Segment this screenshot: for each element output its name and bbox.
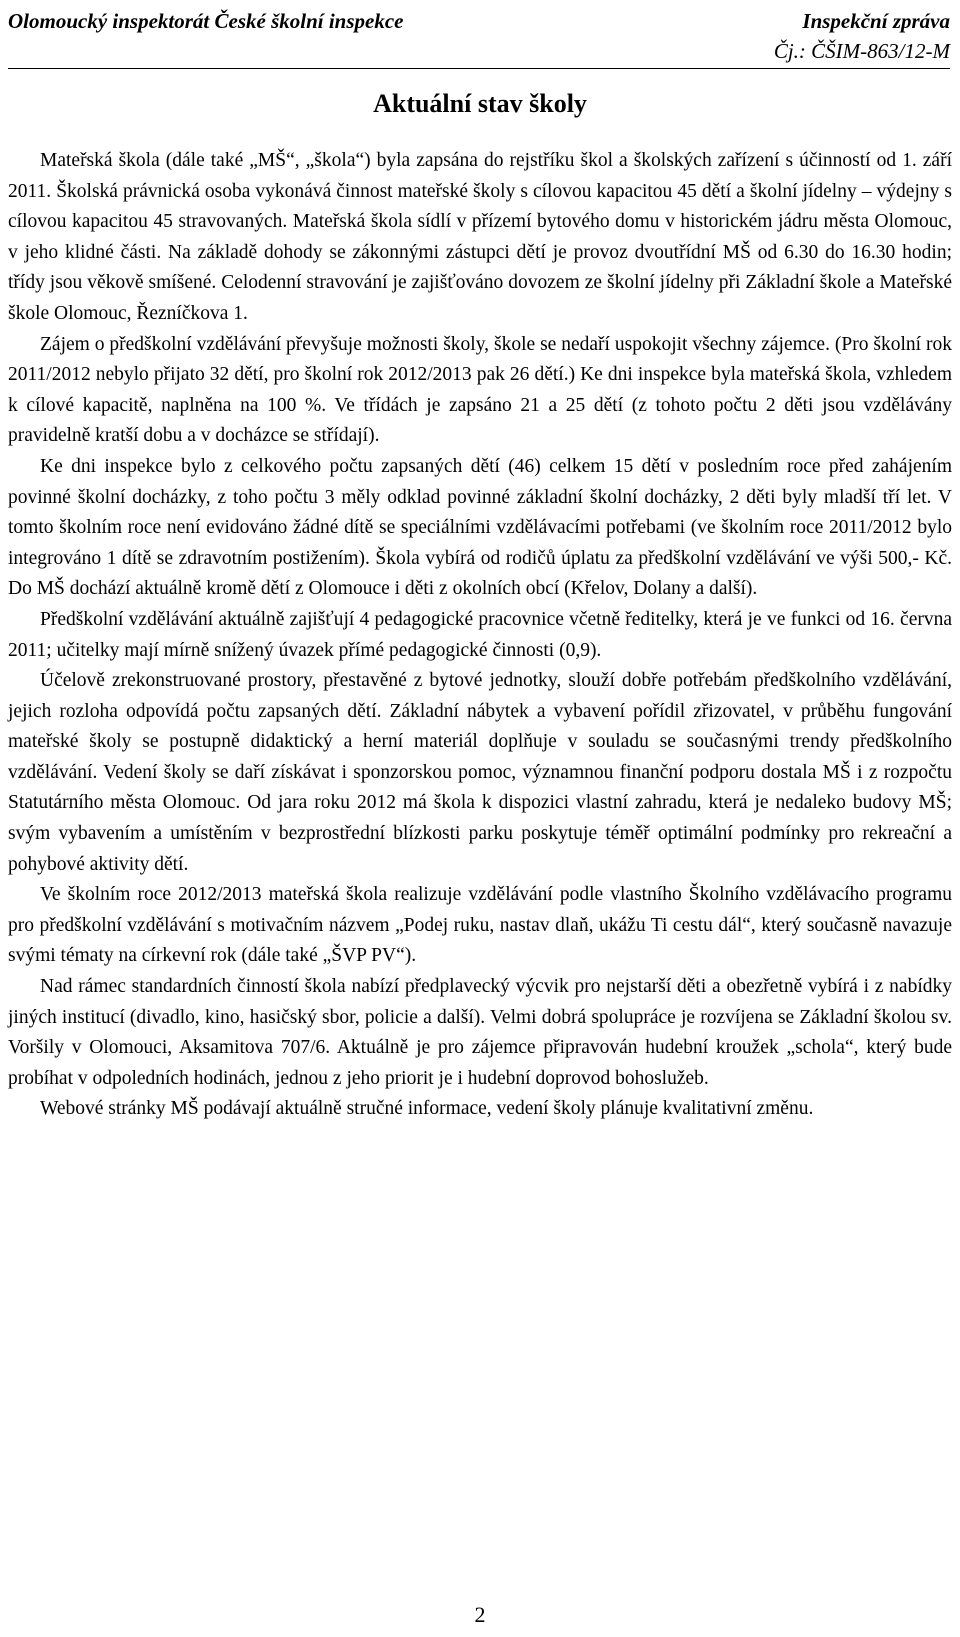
paragraph: Ke dni inspekce bylo z celkového počtu zapsaných dětí (46) celkem 15 dětí v posledním roce před zahájením povinné školní docházky, z toho počtu 3 měly odklad povinné základní školní docházky, 2 děti byly mladší tří let. V tomto školním roce není evidováno žádné dítě se speciálními vzdělávacími potřebami (ve školním roce 2011/2012 bylo integrováno 1 dítě se zdravotním postižením). Škola vybírá od rodičů úplatu za předškolní vzdělávání ve výši 500,- Kč. Do MŠ dochází aktuálně kromě dětí z Olomouce i děti z okolních obcí (Křelov, Dolany a další).: [8, 455, 952, 600]
document-body: [8, 146, 952, 1125]
paragraph: Mateřská škola (dále také „MŠ“, „škola“) byla zapsána do rejstříku škol a školských zařízení s účinností od 1. září 2011. Školská právnická osoba vykonává činnost mateřské školy s cílovou kapacitou 45 dětí a školní jídelny – výdejny s cílovou kapacitou 45 stravovaných. Mateřská škola sídlí v přízemí bytového domu v historickém jádru města Olomouc, v jeho klidné části. Na základě dohody se zákonnými zástupci dětí je provoz dvoutřídní MŠ od 6.30 do 16.30 hodin; třídy jsou věkově smíšené. Celodenní stravování je zajišťováno dovozem ze školní jídelny při Základní škole a Mateřské škole Olomouc, Řezníčkova 1.: [8, 150, 952, 324]
paragraph: Nad rámec standardních činností škola nabízí předplavecký výcvik pro nejstarší děti a obezřetně vybírá i z nabídky jiných institucí (divadlo, kino, hasičský sbor, policie a další). Velmi dobrá spolupráce je rozvíjena se Základní školou sv. Voršily v Olomouci, Aksamitova 707/6. Aktuálně je pro zájemce připravován hudební kroužek „schola“, který bude probíhat v odpoledních hodinách, jednou z jeho priorit je i hudební doprovod bohoslužeb.: [8, 976, 952, 1089]
paragraph: Webové stránky MŠ podávají aktuálně stručné informace, vedení školy plánuje kvalitativní změnu.: [40, 1098, 814, 1120]
paragraph: Zájem o předškolní vzdělávání převyšuje možnosti školy, škole se nedaří uspokojit všechny zájemce. (Pro školní rok 2011/2012 nebylo přijato 32 dětí, pro školní rok 2012/2013 pak 26 dětí.) Ke dni inspekce byla mateřská škola, vzhledem k cílové kapacitě, naplněna na 100 %. Ve třídách je zapsáno 21 a 25 dětí (z tohoto počtu 2 děti jsou vzdělávány pravidelně kratší dobu a v docházce se střídají).: [8, 333, 952, 447]
section-title: Aktuální stav školy: [373, 89, 587, 118]
reference-number: Čj.: ČŠIM-863/12-M: [773, 39, 950, 63]
paragraph: Předškolní vzdělávání aktuálně zajišťují 4 pedagogické pracovnice včetně ředitelky, která je ve funkci od 16. června 2011; učitelky mají mírně snížený úvazek přímé pedagogické činnosti (0,9).: [8, 608, 952, 661]
inspectorate-name: Olomoucký inspektorát České školní inspekce: [8, 9, 404, 33]
paragraph: Účelově zrekonstruované prostory, přestavěné z bytové jednotky, slouží dobře potřebám předškolního vzdělávání, jejich rozloha odpovídá počtu zapsaných dětí. Základní nábytek a vybavení pořídil zřizovatel, v průběhu fungování mateřské školy se postupně didaktický a herní materiál doplňuje v souladu se současnými trendy předškolního vzdělávání. Vedení školy se daří získávat i sponzorskou pomoc, významnou finanční podporu dostala MŠ i z rozpočtu Statutárního města Olomouc. Od jara roku 2012 má škola k dispozici vlastní zahradu, která je nedaleko budovy MŠ; svým vybavením a umístěním v bezprostřední blízkosti parku poskytuje téměř optimální podmínky pro rekreační a pohybové aktivity dětí.: [8, 670, 952, 875]
page-header: [8, 6, 950, 66]
report-type: Inspekční zpráva: [802, 9, 950, 33]
page-number: 2: [474, 1602, 486, 1627]
header-rule: [8, 68, 950, 69]
paragraph: Ve školním roce 2012/2013 mateřská škola realizuje vzdělávání podle vlastního Školního vzdělávacího programu pro předškolní vzdělávání s motivačním názvem „Podej ruku, nastav dlaň, ukážu Ti cestu dál“, který současně navazuje svými tématy na církevní rok (dále také „ŠVP PV“).: [8, 884, 952, 967]
